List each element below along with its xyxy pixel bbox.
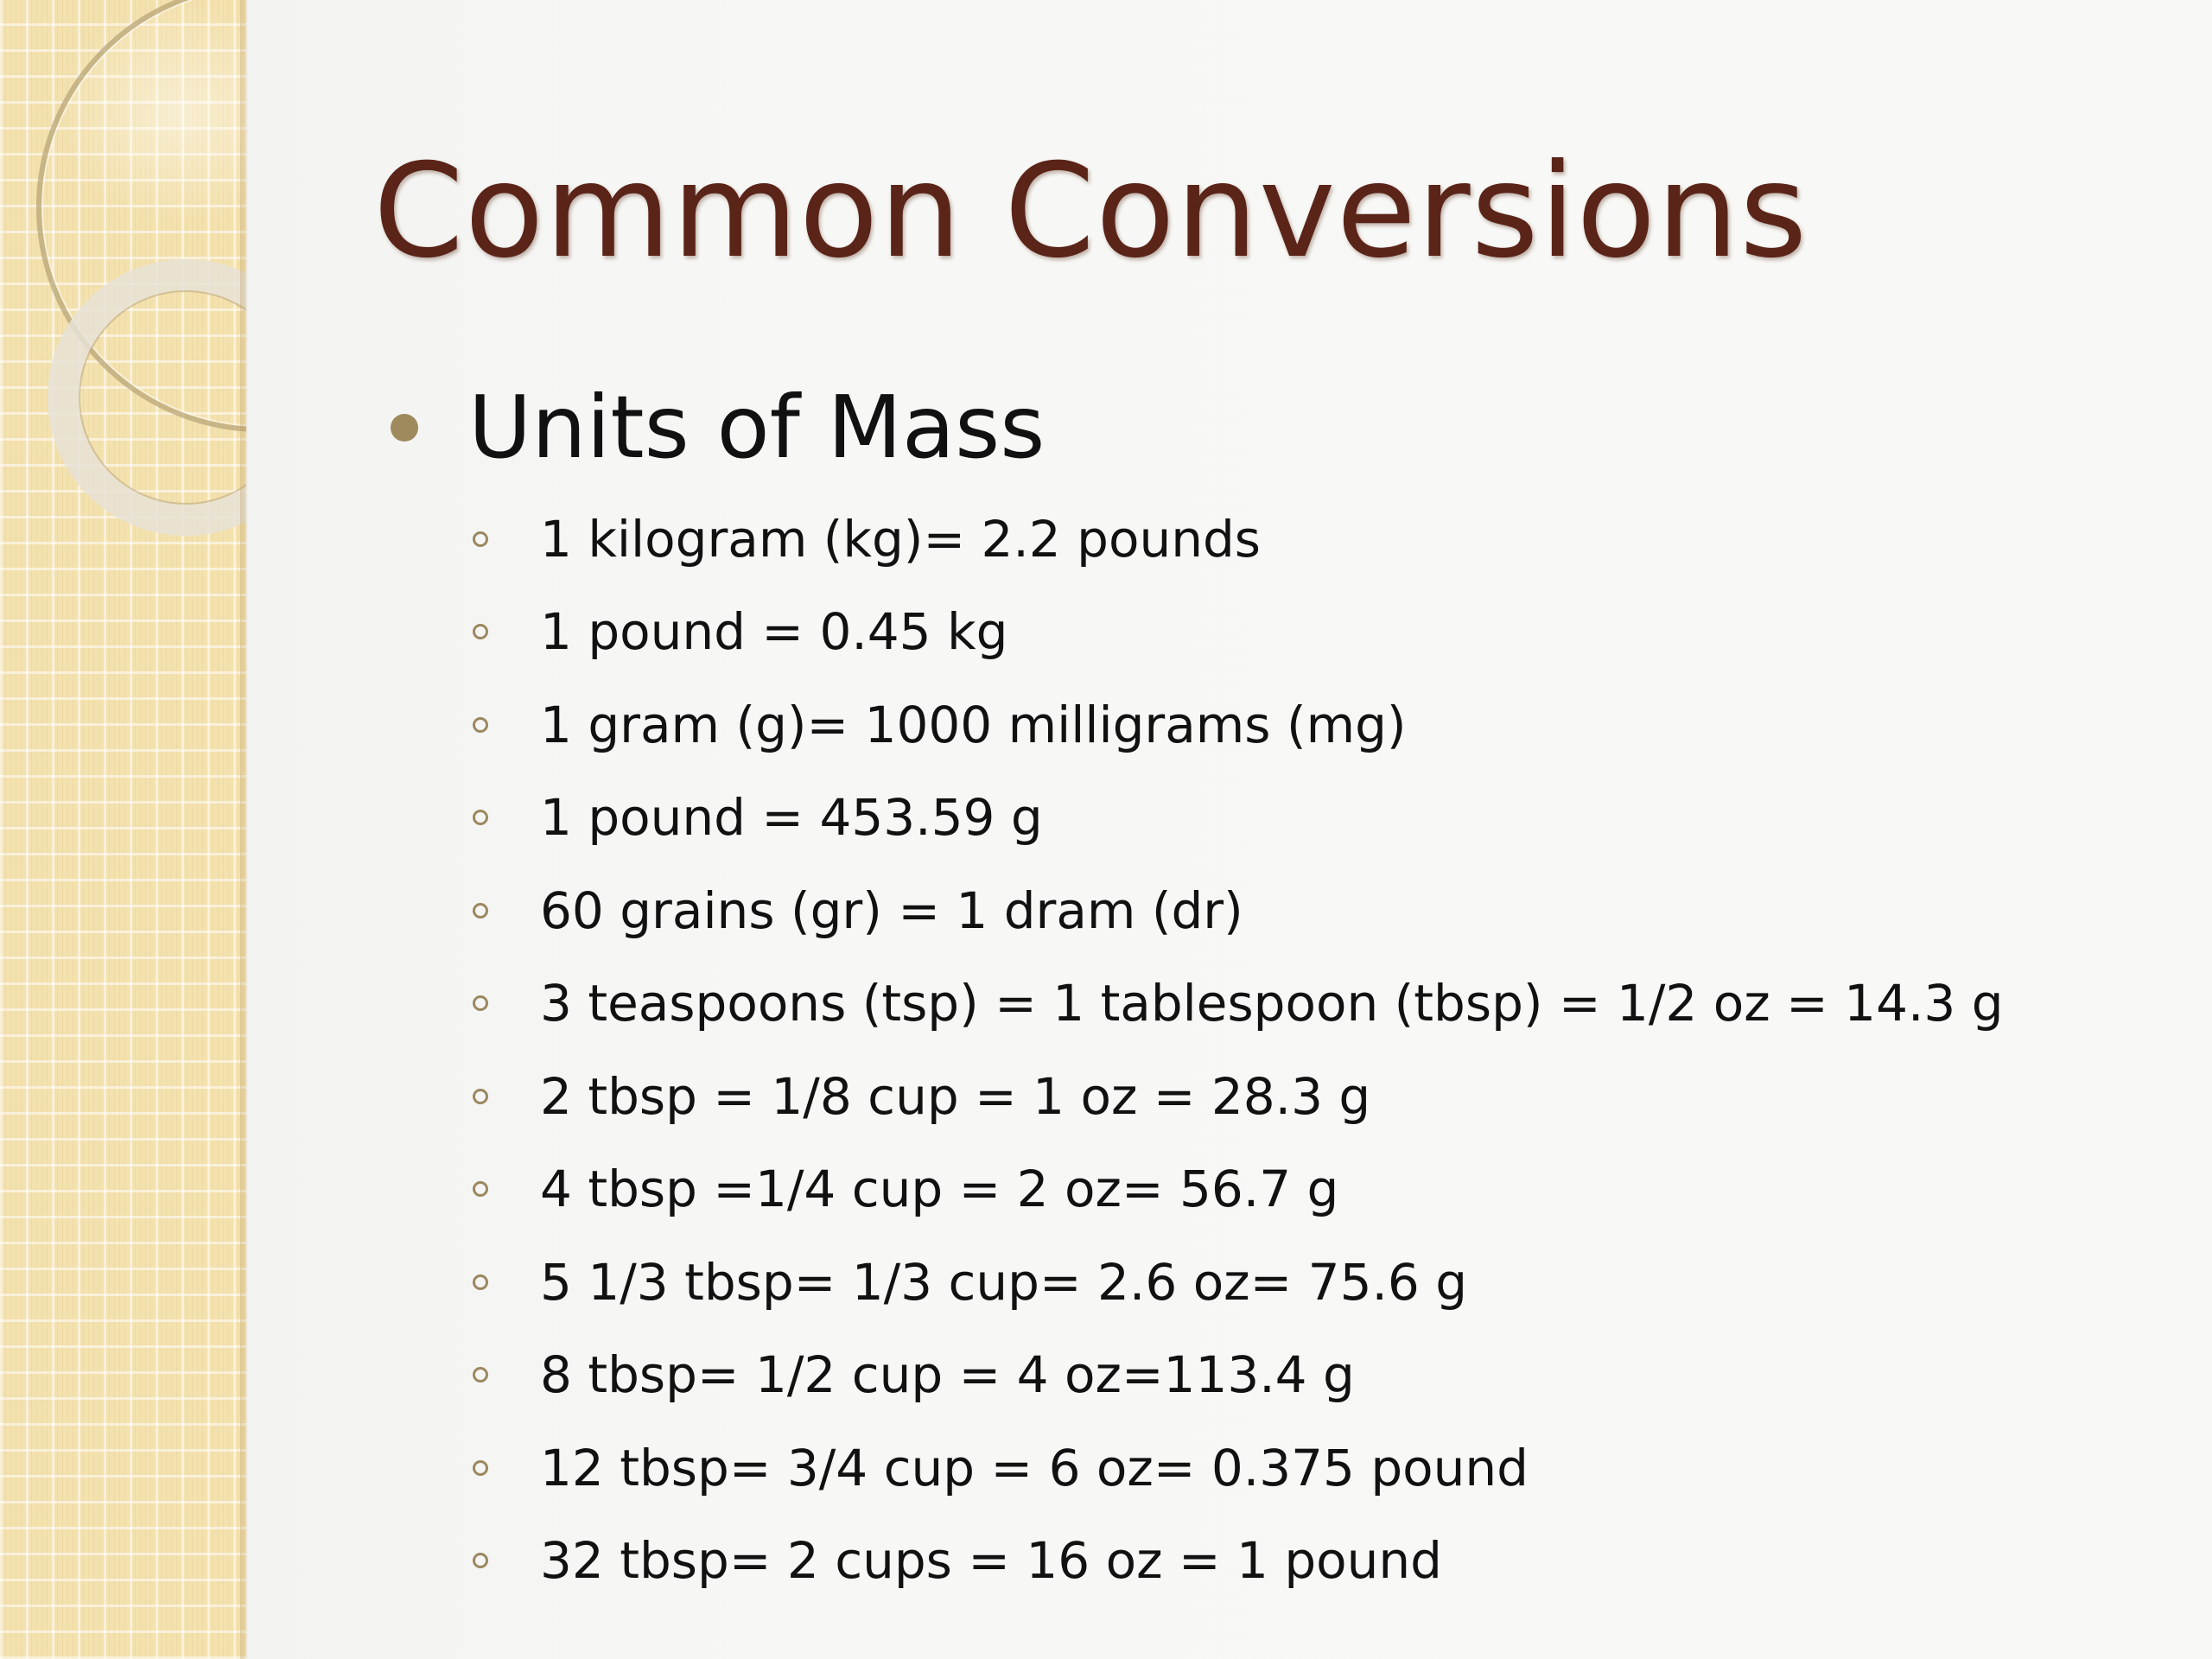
conversion-item [391, 493, 2162, 586]
hollow-bullet-icon [473, 1553, 488, 1568]
hollow-bullet-icon [473, 810, 488, 825]
hollow-bullet-icon [473, 995, 488, 1011]
conversion-text: 8 tbsp= 1/2 cup = 4 oz=113.4 g [540, 1345, 1355, 1405]
hollow-bullet-icon [473, 624, 488, 639]
conversion-item [391, 957, 2162, 1051]
conversion-text: 32 tbsp= 2 cups = 16 oz = 1 pound [540, 1531, 1442, 1591]
conversion-item [391, 772, 2162, 865]
conversion-list [391, 493, 2162, 1607]
conversion-text: 1 pound = 0.45 kg [540, 602, 1008, 662]
hollow-bullet-icon [473, 531, 488, 547]
hollow-bullet-icon [473, 1089, 488, 1104]
conversion-text: 60 grains (gr) = 1 dram (dr) [540, 880, 1243, 940]
conversion-item [391, 864, 2162, 957]
slide-title: Common Conversions [373, 137, 1808, 287]
conversion-item [391, 1236, 2162, 1329]
hollow-bullet-icon [473, 1274, 488, 1290]
conversion-item [391, 586, 2162, 679]
conversion-text: 5 1/3 tbsp= 1/3 cup= 2.6 oz= 75.6 g [540, 1252, 1468, 1312]
bullet-dot-icon [391, 414, 418, 442]
conversion-item [391, 1050, 2162, 1143]
conversion-text: 1 gram (g)= 1000 milligrams (mg) [540, 695, 1407, 754]
conversion-text: 1 kilogram (kg)= 2.2 pounds [540, 509, 1262, 569]
hollow-bullet-icon [473, 717, 488, 733]
hollow-bullet-icon [473, 1460, 488, 1476]
hollow-bullet-icon [473, 1181, 488, 1197]
hollow-bullet-icon [473, 1367, 488, 1382]
conversion-text: 4 tbsp =1/4 cup = 2 oz= 56.7 g [540, 1160, 1339, 1219]
section-heading: Units of Mass [468, 377, 1046, 478]
conversion-item [391, 1421, 2162, 1515]
conversion-text: 1 pound = 453.59 g [540, 788, 1043, 848]
band-edge-shadow [240, 0, 249, 1659]
slide-content [391, 372, 2162, 1607]
conversion-item [391, 1515, 2162, 1608]
conversion-text: 2 tbsp = 1/8 cup = 1 oz = 28.3 g [540, 1066, 1371, 1126]
decorative-side-band [0, 0, 246, 1659]
bullet-units-of-mass [391, 372, 2162, 484]
hollow-bullet-icon [473, 903, 488, 918]
conversion-item [391, 1143, 2162, 1236]
conversion-text: 12 tbsp= 3/4 cup = 6 oz= 0.375 pound [540, 1438, 1529, 1497]
conversion-item [391, 1329, 2162, 1422]
conversion-text: 3 teaspoons (tsp) = 1 tablespoon (tbsp) = 1/2 oz = 14.3 g [540, 974, 2004, 1033]
conversion-item [391, 678, 2162, 772]
